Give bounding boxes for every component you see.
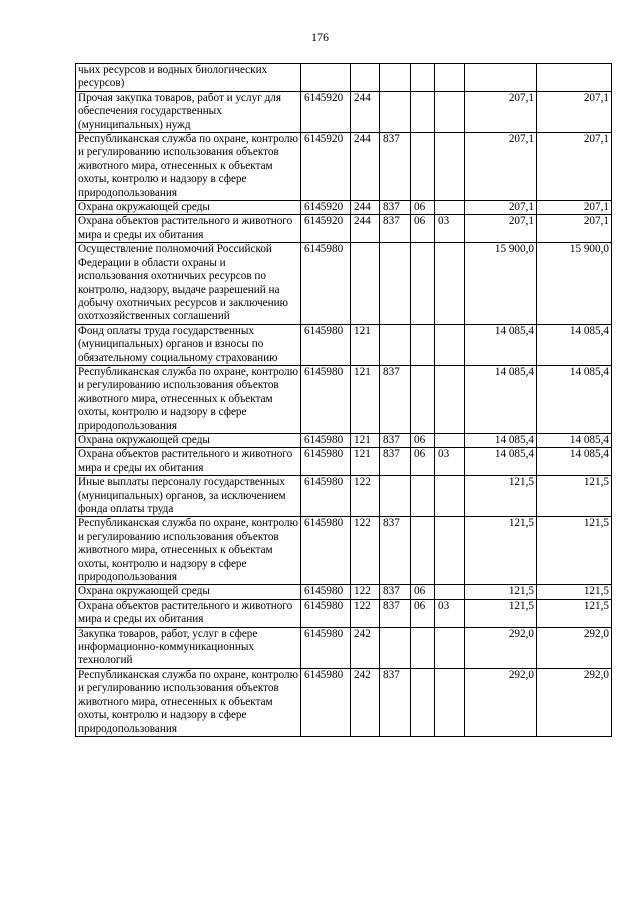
section-code-cell: 06 <box>411 599 435 627</box>
expense-type-cell: 122 <box>351 517 380 585</box>
row-name-cell: Республиканская служба по охране, контролю и регулированию использования объектов животного мира, отнесенных к объектам охоты, контролю и надзору в сфере природопользования <box>76 517 301 585</box>
department-code-cell <box>380 64 411 92</box>
subsection-code-cell <box>435 91 465 132</box>
subsection-code-cell <box>435 133 465 201</box>
expense-type-cell: 121 <box>351 433 380 447</box>
subsection-code-cell: 03 <box>435 448 465 476</box>
amount-cell: 121,5 <box>465 585 537 599</box>
target-code-cell: 6145980 <box>301 517 351 585</box>
target-code-cell: 6145980 <box>301 243 351 324</box>
amount-cell: 207,1 <box>537 215 612 243</box>
target-code-cell: 6145980 <box>301 433 351 447</box>
section-code-cell <box>411 668 435 736</box>
amount-cell: 121,5 <box>537 599 612 627</box>
subsection-code-cell <box>435 433 465 447</box>
section-code-cell: 06 <box>411 215 435 243</box>
row-name-cell: Республиканская служба по охране, контролю и регулированию использования объектов животного мира, отнесенных к объектам охоты, контролю и надзору в сфере природопользования <box>76 133 301 201</box>
target-code-cell: 6145980 <box>301 365 351 433</box>
subsection-code-cell <box>435 627 465 668</box>
table-row <box>76 201 612 215</box>
amount-cell: 15 900,0 <box>537 243 612 324</box>
department-code-cell: 837 <box>380 433 411 447</box>
department-code-cell <box>380 91 411 132</box>
department-code-cell: 837 <box>380 215 411 243</box>
section-code-cell <box>411 91 435 132</box>
section-code-cell: 06 <box>411 448 435 476</box>
expense-type-cell: 244 <box>351 201 380 215</box>
section-code-cell <box>411 324 435 365</box>
row-name-cell: чьих ресурсов и водных биологических ресурсов) <box>76 64 301 92</box>
subsection-code-cell <box>435 201 465 215</box>
target-code-cell: 6145980 <box>301 476 351 517</box>
row-name-cell: Республиканская служба по охране, контролю и регулированию использования объектов животного мира, отнесенных к объектам охоты, контролю и надзору в сфере природопользования <box>76 668 301 736</box>
target-code-cell: 6145980 <box>301 585 351 599</box>
target-code-cell: 6145980 <box>301 448 351 476</box>
amount-cell: 15 900,0 <box>465 243 537 324</box>
amount-cell: 207,1 <box>537 133 612 201</box>
department-code-cell: 837 <box>380 599 411 627</box>
amount-cell: 14 085,4 <box>465 365 537 433</box>
amount-cell: 207,1 <box>465 91 537 132</box>
amount-cell: 207,1 <box>465 201 537 215</box>
table-row <box>76 448 612 476</box>
amount-cell: 121,5 <box>537 517 612 585</box>
table-row <box>76 91 612 132</box>
expense-type-cell: 122 <box>351 476 380 517</box>
subsection-code-cell <box>435 668 465 736</box>
department-code-cell: 837 <box>380 585 411 599</box>
amount-cell <box>465 64 537 92</box>
expense-type-cell: 242 <box>351 627 380 668</box>
target-code-cell: 6145920 <box>301 201 351 215</box>
section-code-cell: 06 <box>411 433 435 447</box>
row-name-cell: Охрана окружающей среды <box>76 201 301 215</box>
expense-type-cell <box>351 243 380 324</box>
amount-cell: 292,0 <box>537 627 612 668</box>
subsection-code-cell <box>435 476 465 517</box>
row-name-cell: Закупка товаров, работ, услуг в сфере информационно-коммуникационных технологий <box>76 627 301 668</box>
section-code-cell <box>411 133 435 201</box>
section-code-cell <box>411 476 435 517</box>
amount-cell: 292,0 <box>465 668 537 736</box>
amount-cell: 121,5 <box>465 517 537 585</box>
expense-type-cell: 244 <box>351 91 380 132</box>
subsection-code-cell <box>435 365 465 433</box>
table-row <box>76 599 612 627</box>
row-name-cell: Фонд оплаты труда государственных (муниципальных) органов и взносы по обязательному социальному страхованию <box>76 324 301 365</box>
row-name-cell: Прочая закупка товаров, работ и услуг для обеспечения государственных (муниципальных) нужд <box>76 91 301 132</box>
subsection-code-cell: 03 <box>435 599 465 627</box>
amount-cell: 14 085,4 <box>465 433 537 447</box>
section-code-cell <box>411 365 435 433</box>
department-code-cell: 837 <box>380 668 411 736</box>
row-name-cell: Охрана объектов растительного и животного мира и среды их обитания <box>76 599 301 627</box>
table-row <box>76 517 612 585</box>
table-row <box>76 433 612 447</box>
subsection-code-cell <box>435 64 465 92</box>
section-code-cell <box>411 517 435 585</box>
table-row <box>76 324 612 365</box>
section-code-cell: 06 <box>411 201 435 215</box>
expense-type-cell: 121 <box>351 448 380 476</box>
expense-type-cell <box>351 64 380 92</box>
expense-type-cell: 122 <box>351 599 380 627</box>
amount-cell: 14 085,4 <box>465 324 537 365</box>
row-name-cell: Республиканская служба по охране, контролю и регулированию использования объектов животного мира, отнесенных к объектам охоты, контролю и надзору в сфере природопользования <box>76 365 301 433</box>
expense-type-cell: 244 <box>351 133 380 201</box>
department-code-cell: 837 <box>380 448 411 476</box>
department-code-cell: 837 <box>380 201 411 215</box>
subsection-code-cell <box>435 585 465 599</box>
amount-cell: 207,1 <box>537 201 612 215</box>
target-code-cell: 6145980 <box>301 627 351 668</box>
department-code-cell <box>380 627 411 668</box>
amount-cell: 121,5 <box>537 476 612 517</box>
target-code-cell <box>301 64 351 92</box>
department-code-cell <box>380 324 411 365</box>
row-name-cell: Охрана объектов растительного и животного мира и среды их обитания <box>76 215 301 243</box>
page-number: 176 <box>311 30 329 44</box>
target-code-cell: 6145920 <box>301 91 351 132</box>
department-code-cell: 837 <box>380 517 411 585</box>
department-code-cell <box>380 243 411 324</box>
table-row <box>76 133 612 201</box>
budget-table <box>75 63 612 737</box>
amount-cell: 14 085,4 <box>465 448 537 476</box>
amount-cell: 121,5 <box>465 599 537 627</box>
table-row <box>76 243 612 324</box>
amount-cell: 14 085,4 <box>537 365 612 433</box>
section-code-cell <box>411 64 435 92</box>
amount-cell: 207,1 <box>465 133 537 201</box>
row-name-cell: Охрана окружающей среды <box>76 585 301 599</box>
amount-cell <box>537 64 612 92</box>
department-code-cell: 837 <box>380 365 411 433</box>
department-code-cell <box>380 476 411 517</box>
section-code-cell <box>411 627 435 668</box>
department-code-cell: 837 <box>380 133 411 201</box>
amount-cell: 14 085,4 <box>537 324 612 365</box>
target-code-cell: 6145980 <box>301 668 351 736</box>
expense-type-cell: 122 <box>351 585 380 599</box>
table-row <box>76 627 612 668</box>
subsection-code-cell: 03 <box>435 215 465 243</box>
row-name-cell: Осуществление полномочий Российской Федерации в области охраны и использования охотничьих ресурсов по контролю, надзору, выдаче разрешений на добычу охотничьих ресурсов и заключению охотхозяйственных соглашений <box>76 243 301 324</box>
table-row <box>76 668 612 736</box>
subsection-code-cell <box>435 324 465 365</box>
amount-cell: 121,5 <box>465 476 537 517</box>
row-name-cell: Охрана окружающей среды <box>76 433 301 447</box>
row-name-cell: Охрана объектов растительного и животного мира и среды их обитания <box>76 448 301 476</box>
table-body <box>76 64 612 737</box>
table-row <box>76 365 612 433</box>
amount-cell: 14 085,4 <box>537 433 612 447</box>
subsection-code-cell <box>435 517 465 585</box>
amount-cell: 121,5 <box>537 585 612 599</box>
target-code-cell: 6145920 <box>301 215 351 243</box>
section-code-cell <box>411 243 435 324</box>
amount-cell: 14 085,4 <box>537 448 612 476</box>
table-row <box>76 476 612 517</box>
target-code-cell: 6145920 <box>301 133 351 201</box>
target-code-cell: 6145980 <box>301 324 351 365</box>
table-row <box>76 585 612 599</box>
section-code-cell: 06 <box>411 585 435 599</box>
subsection-code-cell <box>435 243 465 324</box>
table-row <box>76 215 612 243</box>
expense-type-cell: 242 <box>351 668 380 736</box>
expense-type-cell: 121 <box>351 365 380 433</box>
amount-cell: 207,1 <box>465 215 537 243</box>
expense-type-cell: 244 <box>351 215 380 243</box>
target-code-cell: 6145980 <box>301 599 351 627</box>
amount-cell: 292,0 <box>465 627 537 668</box>
expense-type-cell: 121 <box>351 324 380 365</box>
row-name-cell: Иные выплаты персоналу государственных (муниципальных) органов, за исключением фонда оплаты труда <box>76 476 301 517</box>
table-row <box>76 64 612 92</box>
amount-cell: 292,0 <box>537 668 612 736</box>
amount-cell: 207,1 <box>537 91 612 132</box>
